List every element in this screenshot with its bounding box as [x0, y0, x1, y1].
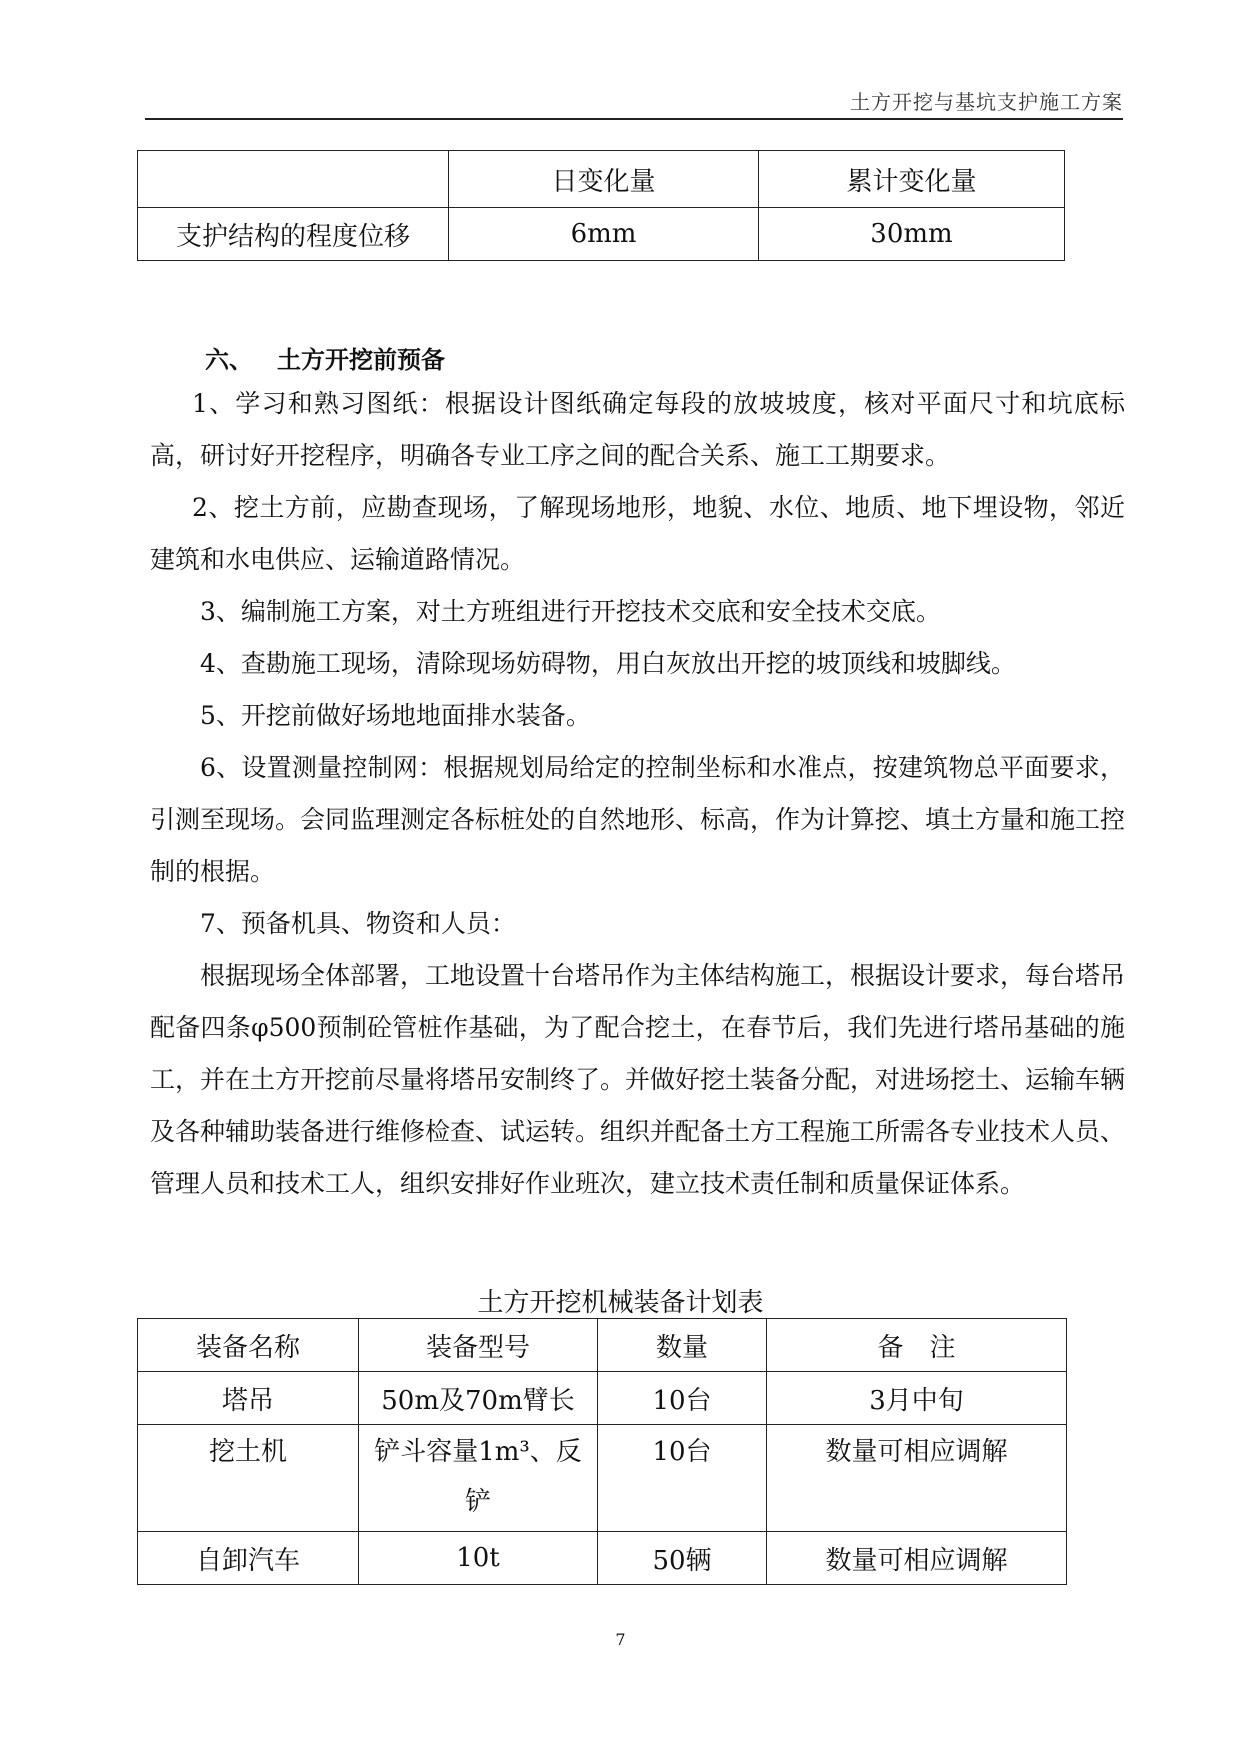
table-cell: 50m及70m臂长 [359, 1372, 598, 1425]
running-header: 土方开挖与基坑支护施工方案 [850, 90, 1123, 114]
paragraph: 4、查勘施工现场，清除现场妨碍物，用白灰放出开挖的坡顶线和坡脚线。 [200, 649, 1016, 678]
section-heading [205, 340, 445, 375]
table-caption: 土方开挖机械装备计划表 [477, 1288, 764, 1318]
table-row [138, 1319, 1067, 1372]
table-cell: 10台 [598, 1425, 767, 1532]
table-header-cell: 装备型号 [359, 1319, 598, 1372]
section-number: 六、 [205, 346, 253, 374]
table-cell: 数量可相应调解 [767, 1425, 1067, 1532]
table-header-cell: 备 注 [767, 1319, 1067, 1372]
table-cell: 支护结构的程度位移 [138, 208, 449, 261]
table-row [138, 1532, 1067, 1585]
equipment-plan-table [137, 1318, 1067, 1585]
paragraph: 7、预备机具、物资和人员： [200, 909, 516, 938]
table-cell: 塔吊 [138, 1372, 359, 1425]
table-header-cell: 装备名称 [138, 1319, 359, 1372]
paragraph: 3、编制施工方案，对土方班组进行开挖技术交底和安全技术交底。 [200, 597, 941, 626]
paragraph: 6、设置测量控制网：根据规划局给定的控制坐标和水准点，按建筑物总平面要求，引测至现场。会同监理测定各标桩处的自然地形、标高，作为计算挖、填土方量和施工控制的根据。 [150, 753, 1126, 886]
table-row [138, 208, 1065, 261]
table-cell: 挖土机 [138, 1425, 359, 1532]
table-header-cell: 累计变化量 [759, 151, 1065, 208]
paragraph: 2、挖土方前，应勘查现场，了解现场地形，地貌、水位、地质、地下埋设物，邻近建筑和水电供应、运输道路情况。 [150, 493, 1125, 574]
table-cell: 数量可相应调解 [767, 1532, 1067, 1585]
table-header-cell: 数量 [598, 1319, 767, 1372]
table-header-cell: 日变化量 [449, 151, 759, 208]
table-cell: 3月中旬 [767, 1372, 1067, 1425]
section-title: 土方开挖前预备 [277, 346, 445, 374]
displacement-limit-table [137, 150, 1065, 261]
table-cell [138, 151, 449, 208]
table-row [138, 1372, 1067, 1425]
table-cell: 铲斗容量1m³、反铲 [359, 1425, 598, 1532]
table-row [138, 1425, 1067, 1532]
table-cell: 自卸汽车 [138, 1532, 359, 1585]
table-cell: 30mm [759, 208, 1065, 261]
table-cell: 6mm [449, 208, 759, 261]
paragraph: 5、开挖前做好场地地面排水装备。 [200, 701, 591, 730]
table-cell: 50辆 [598, 1532, 767, 1585]
header-rule [145, 118, 1123, 120]
table-row [138, 151, 1065, 208]
table-cell: 10t [359, 1532, 598, 1585]
paragraph: 根据现场全体部署，工地设置十台塔吊作为主体结构施工，根据设计要求，每台塔吊配备四条φ500预制砼管桩作基础，为了配合挖土，在春节后，我们先进行塔吊基础的施工，并在土方开挖前尽量将塔吊安制终了。并做好挖土装备分配，对进场挖土、运输车辆及各种辅助装备进行维修检查、试运转。组织并配备土方工程施工所需各专业技术人员、管理人员和技术工人，组织安排好作业班次，建立技术责任制和质量保证体系。 [150, 961, 1126, 1198]
table-cell: 10台 [598, 1372, 767, 1425]
paragraph: 1、学习和熟习图纸：根据设计图纸确定每段的放坡坡度，核对平面尺寸和坑底标高，研讨好开挖程序，明确各专业工序之间的配合关系、施工工期要求。 [150, 389, 1125, 470]
page-number: 7 [615, 1630, 626, 1649]
